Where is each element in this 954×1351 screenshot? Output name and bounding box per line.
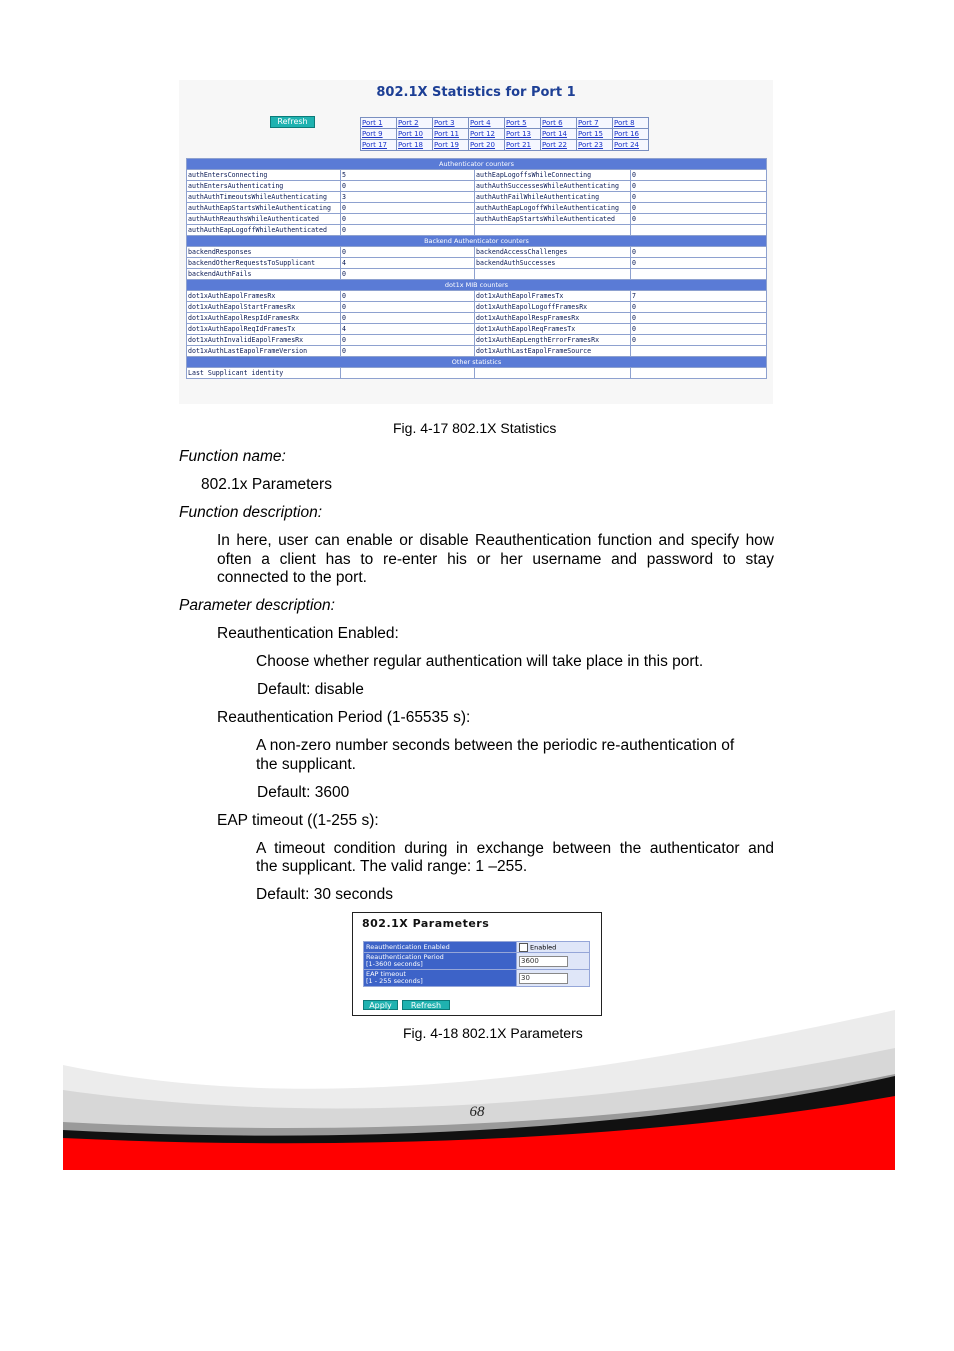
counter-name: dot1xAuthLastEapolFrameSource [475, 346, 631, 357]
counter-value: 0 [631, 181, 767, 192]
table-row [187, 324, 767, 335]
eap-timeout-range: [1 - 255 seconds] [366, 977, 423, 985]
parameter-description-label: Parameter description: [179, 597, 335, 614]
counter-value: 0 [631, 247, 767, 258]
table-row [187, 291, 767, 302]
eap-timeout-cell [517, 970, 590, 987]
apply-button[interactable]: Apply [363, 1000, 398, 1010]
param-default: Default: 30 seconds [256, 886, 394, 903]
param-desc: A timeout condition during in exchange between the authenticator and [256, 840, 774, 857]
counter-name: dot1xAuthEapolReqIdFramesTx [187, 324, 341, 335]
counter-name: dot1xAuthEapolLogoffFramesRx [475, 302, 631, 313]
reauth-enabled-label: Reauthentication Enabled [364, 942, 517, 953]
figure-caption-1: Fig. 4-17 802.1X Statistics [393, 420, 557, 436]
port-link[interactable]: Port 13 [505, 129, 541, 140]
counter-value: 0 [631, 258, 767, 269]
param-name: Reauthentication Enabled: [217, 625, 399, 642]
param-desc: Choose whether regular authentication will take place in this port. [256, 653, 704, 670]
counter-name: dot1xAuthInvalidEapolFramesRx [187, 335, 341, 346]
counter-value: 0 [341, 291, 475, 302]
port-link[interactable]: Port 7 [577, 118, 613, 129]
port-link[interactable]: Port 17 [361, 140, 397, 151]
port-link[interactable]: Port 11 [433, 129, 469, 140]
counter-name: dot1xAuthEapolRespFramesRx [475, 313, 631, 324]
param-default: Default: 3600 [257, 784, 350, 801]
counter-name: authAuthEapStartsWhileAuthenticating [187, 203, 341, 214]
counter-name: authEntersAuthenticating [187, 181, 341, 192]
counter-name: authAuthEapStartsWhileAuthenticated [475, 214, 631, 225]
counter-value: 0 [341, 247, 475, 258]
counter-name: dot1xAuthEapLengthErrorFramesRx [475, 335, 631, 346]
counter-value: 0 [341, 269, 475, 280]
reauth-period-input[interactable]: 3600 [519, 956, 568, 967]
port-link[interactable]: Port 23 [577, 140, 613, 151]
table-row [187, 181, 767, 192]
function-name-label: Function name: [179, 448, 286, 465]
port-link[interactable]: Port 2 [397, 118, 433, 129]
port-link[interactable]: Port 6 [541, 118, 577, 129]
param-desc: the supplicant. [256, 756, 356, 773]
param-desc: A non-zero number seconds between the periodic re-authentication of [256, 737, 735, 754]
eap-timeout-label-line: EAP timeout [366, 970, 406, 978]
port-link[interactable]: Port 4 [469, 118, 505, 129]
counter-name: authAuthReauthsWhileAuthenticated [187, 214, 341, 225]
table-row [187, 214, 767, 225]
figure-caption-2: Fig. 4-18 802.1X Parameters [403, 1025, 583, 1041]
counter-name [475, 269, 631, 280]
function-name: 802.1x Parameters [201, 476, 332, 493]
counter-value [631, 346, 767, 357]
table-row [187, 258, 767, 269]
counter-value: 0 [341, 313, 475, 324]
counter-name: backendAccessChallenges [475, 247, 631, 258]
counter-value: 4 [341, 324, 475, 335]
counter-value: 3 [341, 192, 475, 203]
counter-name: dot1xAuthEapolStartFramesRx [187, 302, 341, 313]
refresh-button[interactable]: Refresh [402, 1000, 450, 1010]
port-link[interactable]: Port 21 [505, 140, 541, 151]
reauth-period-cell [517, 953, 590, 970]
counter-value [341, 368, 475, 379]
port-link[interactable]: Port 20 [469, 140, 505, 151]
table-row [187, 368, 767, 379]
counter-value: 0 [341, 225, 475, 236]
counter-name: backendAuthFails [187, 269, 341, 280]
counter-name: dot1xAuthEapolFramesRx [187, 291, 341, 302]
counter-name: dot1xAuthEapolFramesTx [475, 291, 631, 302]
counter-name: authAuthFailWhileAuthenticating [475, 192, 631, 203]
table-row [187, 247, 767, 258]
counter-name: dot1xAuthEapolReqFramesTx [475, 324, 631, 335]
counter-name: authAuthEapLogoffWhileAuthenticating [475, 203, 631, 214]
table-row [187, 302, 767, 313]
reauth-enabled-checkbox[interactable] [519, 943, 528, 952]
counter-name: authAuthEapLogoffWhileAuthenticated [187, 225, 341, 236]
port-link[interactable]: Port 24 [613, 140, 649, 151]
reauth-period-label [364, 953, 517, 970]
port-link[interactable]: Port 10 [397, 129, 433, 140]
table-row [187, 269, 767, 280]
counter-value: 0 [631, 313, 767, 324]
counter-name: authEntersConnecting [187, 170, 341, 181]
counter-value: 0 [341, 335, 475, 346]
eap-timeout-input[interactable]: 30 [519, 973, 568, 984]
section-header: dot1x MIB counters [187, 280, 767, 291]
parameters-title: 802.1X Parameters [362, 917, 490, 930]
counter-value: 4 [341, 258, 475, 269]
counter-value: 0 [341, 346, 475, 357]
port-link[interactable]: Port 3 [433, 118, 469, 129]
function-description-line: In here, user can enable or disable Reauthentication function and specify how [217, 532, 774, 549]
param-default: Default: disable [257, 681, 364, 698]
parameters-screenshot [352, 912, 602, 1016]
counter-name: dot1xAuthEapolRespIdFramesRx [187, 313, 341, 324]
port-selector [360, 117, 649, 151]
port-link[interactable]: Port 8 [613, 118, 649, 129]
counter-value [631, 269, 767, 280]
port-link[interactable]: Port 1 [361, 118, 397, 129]
counter-value: 0 [631, 203, 767, 214]
counter-value: 0 [341, 203, 475, 214]
table-row [187, 170, 767, 181]
param-desc: the supplicant. The valid range: 1 –255. [256, 858, 528, 875]
table-row [187, 192, 767, 203]
port-link[interactable]: Port 19 [433, 140, 469, 151]
counter-name: backendResponses [187, 247, 341, 258]
counter-value: 5 [341, 170, 475, 181]
counter-value: 0 [631, 170, 767, 181]
counter-name: backendOtherRequestsToSupplicant [187, 258, 341, 269]
statistics-title: 802.1X Statistics for Port 1 [376, 85, 576, 100]
footer-swoosh [63, 1010, 895, 1170]
counter-value: 0 [341, 181, 475, 192]
counter-name [475, 225, 631, 236]
eap-timeout-label [364, 970, 517, 987]
param-name: EAP timeout ((1-255 s): [217, 812, 379, 829]
page-number: 68 [469, 1104, 485, 1120]
counter-name [475, 368, 631, 379]
counter-name: dot1xAuthLastEapolFrameVersion [187, 346, 341, 357]
function-description-line: often a client has to re-enter his or her username and password to stay [217, 551, 774, 568]
function-description-line: connected to the port. [217, 569, 367, 586]
counter-value [631, 225, 767, 236]
port-link[interactable]: Port 12 [469, 129, 505, 140]
counter-value: 0 [631, 214, 767, 225]
statistics-screenshot [179, 80, 773, 404]
refresh-button[interactable]: Refresh [270, 116, 315, 128]
table-row [187, 346, 767, 357]
counter-value: 0 [341, 302, 475, 313]
port-link[interactable]: Port 15 [577, 129, 613, 140]
counter-value: 0 [631, 302, 767, 313]
table-row [187, 335, 767, 346]
counter-name: authAuthSuccessesWhileAuthenticating [475, 181, 631, 192]
param-name: Reauthentication Period (1-65535 s): [217, 709, 471, 726]
counter-name: Last Supplicant identity [187, 368, 341, 379]
counter-value: 0 [631, 192, 767, 203]
counter-name: authAuthTimeoutsWhileAuthenticating [187, 192, 341, 203]
port-link[interactable]: Port 14 [541, 129, 577, 140]
table-row [187, 203, 767, 214]
section-header: Backend Authenticator counters [187, 236, 767, 247]
port-link[interactable]: Port 5 [505, 118, 541, 129]
counter-name: backendAuthSuccesses [475, 258, 631, 269]
table-row [187, 225, 767, 236]
reauth-period-label-line: Reauthentication Period [366, 953, 444, 961]
table-row [187, 313, 767, 324]
port-link[interactable]: Port 9 [361, 129, 397, 140]
counter-value: 0 [631, 324, 767, 335]
counter-value [631, 368, 767, 379]
function-description-label: Function description: [179, 504, 323, 521]
counter-value: 0 [631, 335, 767, 346]
reauth-enabled-cell [517, 942, 590, 953]
counter-value: 7 [631, 291, 767, 302]
statistics-table [186, 158, 767, 379]
port-link[interactable]: Port 16 [613, 129, 649, 140]
section-header: Other statistics [187, 357, 767, 368]
port-link[interactable]: Port 18 [397, 140, 433, 151]
section-header: Authenticator counters [187, 159, 767, 170]
port-link[interactable]: Port 22 [541, 140, 577, 151]
enabled-label: Enabled [530, 943, 557, 951]
reauth-period-range: [1-3600 seconds] [366, 960, 423, 968]
counter-name: authEapLogoffsWhileConnecting [475, 170, 631, 181]
parameters-table [363, 941, 590, 987]
counter-value: 0 [341, 214, 475, 225]
